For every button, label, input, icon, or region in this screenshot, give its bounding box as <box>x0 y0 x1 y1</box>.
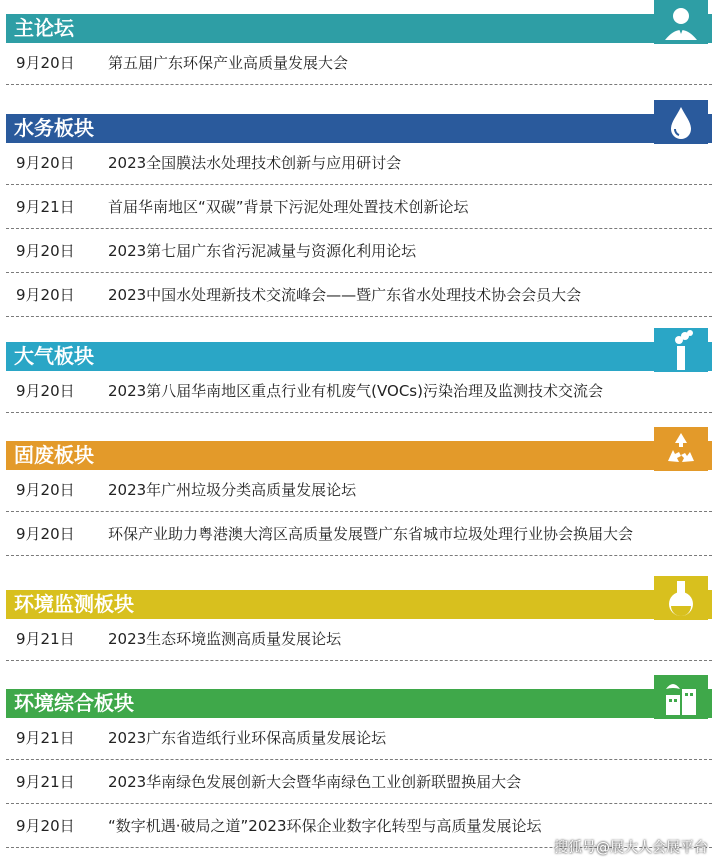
row-title: 第五届广东环保产业高质量发展大会 <box>108 54 349 72</box>
factory-smoke-icon <box>654 328 708 372</box>
agenda-row <box>0 369 720 413</box>
agenda-row <box>0 617 720 661</box>
agenda-row <box>0 229 720 273</box>
row-date: 9月20日 <box>16 242 75 260</box>
row-date: 9月20日 <box>16 525 75 543</box>
row-date: 9月20日 <box>16 286 75 304</box>
row-title: 2023第八届华南地区重点行业有机废气(VOCs)污染治理及监测技术交流会 <box>108 382 603 400</box>
row-date: 9月20日 <box>16 54 75 72</box>
agenda-row <box>0 512 720 556</box>
row-title: 首届华南地区“双碳”背景下污泥处理处置技术创新论坛 <box>108 198 469 216</box>
agenda-row <box>0 760 720 804</box>
row-divider <box>6 412 712 413</box>
row-title: 2023第七届广东省污泥减量与资源化利用论坛 <box>108 242 417 260</box>
section-header: 固废板块 <box>6 441 712 470</box>
row-date: 9月21日 <box>16 729 75 747</box>
section-header: 环境监测板块 <box>6 590 712 619</box>
row-title: 2023广东省造纸行业环保高质量发展论坛 <box>108 729 387 747</box>
water-drop-icon <box>654 100 708 144</box>
row-divider <box>6 555 712 556</box>
row-date: 9月21日 <box>16 630 75 648</box>
row-title: 2023生态环境监测高质量发展论坛 <box>108 630 342 648</box>
agenda-row <box>0 716 720 760</box>
row-title: 2023华南绿色发展创新大会暨华南绿色工业创新联盟换届大会 <box>108 773 522 791</box>
row-title: 2023中国水处理新技术交流峰会——暨广东省水处理技术协会会员大会 <box>108 286 582 304</box>
section-header: 主论坛 <box>6 14 712 43</box>
row-divider <box>6 316 712 317</box>
row-title: “数字机遇·破局之道”2023环保企业数字化转型与高质量发展论坛 <box>108 817 542 835</box>
agenda-row <box>0 185 720 229</box>
agenda-row <box>0 141 720 185</box>
row-title: 2023全国膜法水处理技术创新与应用研讨会 <box>108 154 402 172</box>
row-divider <box>6 660 712 661</box>
watermark: 搜狐号@展大人会展平台 <box>554 840 708 856</box>
row-date: 9月20日 <box>16 154 75 172</box>
row-date: 9月20日 <box>16 481 75 499</box>
recycle-icon <box>654 427 708 471</box>
section-header: 大气板块 <box>6 342 712 371</box>
row-date: 9月21日 <box>16 198 75 216</box>
person-icon <box>654 0 708 44</box>
row-divider <box>6 84 712 85</box>
agenda-row <box>0 273 720 317</box>
section-header: 水务板块 <box>6 114 712 143</box>
flask-icon <box>654 576 708 620</box>
row-date: 9月20日 <box>16 817 75 835</box>
agenda-row <box>0 468 720 512</box>
row-date: 9月21日 <box>16 773 75 791</box>
agenda-row <box>0 41 720 85</box>
section-header: 环境综合板块 <box>6 689 712 718</box>
row-title: 环保产业助力粤港澳大湾区高质量发展暨广东省城市垃圾处理行业协会换届大会 <box>108 525 634 543</box>
row-title: 2023年广州垃圾分类高质量发展论坛 <box>108 481 357 499</box>
row-date: 9月20日 <box>16 382 75 400</box>
eco-building-icon <box>654 675 708 719</box>
